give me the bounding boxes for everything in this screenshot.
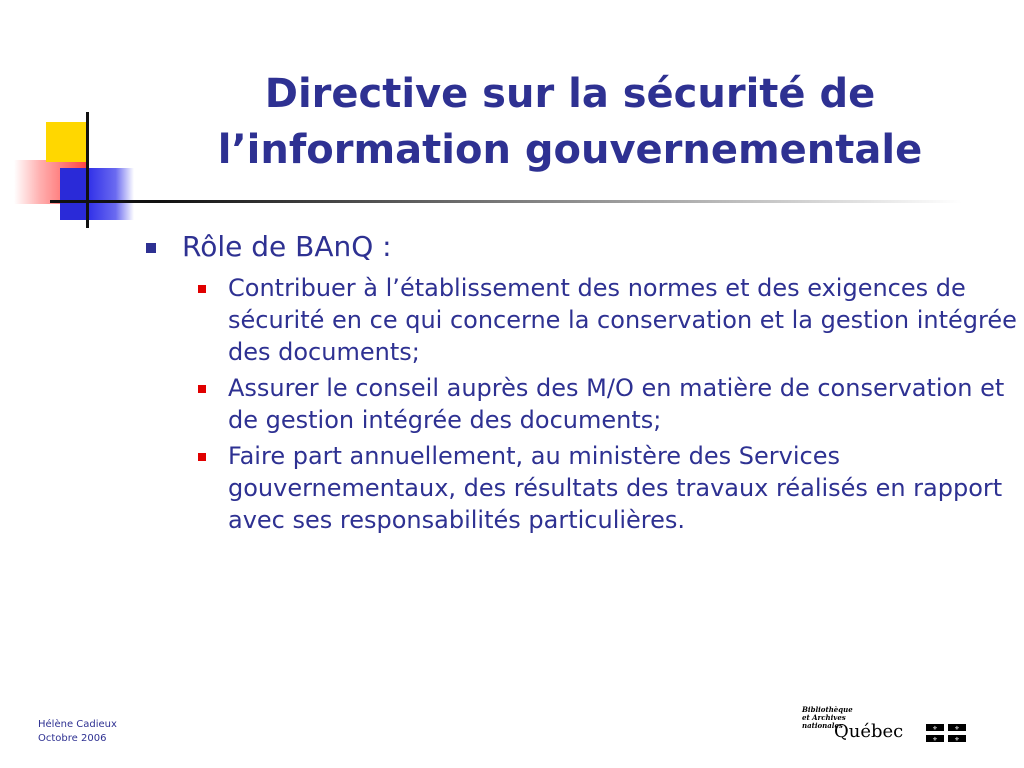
logo-quebec-wordmark: Québec (834, 721, 904, 742)
slide-title (150, 66, 990, 178)
sub-bullet-item (192, 372, 1024, 436)
footer-date: Octobre 2006 (38, 733, 107, 744)
svg-text:⚜: ⚜ (954, 736, 960, 742)
svg-text:⚜: ⚜ (932, 736, 938, 742)
svg-text:⚜: ⚜ (954, 725, 960, 732)
square-bullet-icon (146, 243, 156, 253)
quebec-flag-icon (926, 724, 966, 742)
square-bullet-icon (198, 285, 206, 293)
bullet-item-level1 (146, 230, 1006, 264)
bullet-heading: Rôle de BAnQ : (182, 230, 392, 263)
decorative-blue-square (60, 168, 86, 220)
title-underline (50, 200, 962, 203)
square-bullet-icon (198, 385, 206, 393)
title-line-1: Directive sur la sécurité de (264, 71, 876, 117)
logo-line-1: Bibliothèque (802, 705, 853, 714)
decorative-vertical-line (86, 112, 89, 228)
decorative-blue-gradient (88, 168, 134, 220)
sub-bullet-text: Contribuer à l’établissement des normes et des exigences de sécurité en ce qui concerne la conservation et la gestion intégrée des documents; (228, 274, 1017, 366)
sub-bullet-text: Faire part annuellement, au ministère des Services gouvernementaux, des résultats des travaux réalisés en rapport avec ses responsabilités particulières. (228, 442, 1003, 534)
sub-bullet-text: Assurer le conseil auprès des M/O en matière de conservation et de gestion intégrée des documents; (228, 374, 1005, 434)
logo-line-3: nationales (802, 721, 843, 730)
decorative-yellow-square (46, 122, 86, 162)
sub-bullet-item (192, 272, 1024, 368)
square-bullet-icon (198, 453, 206, 461)
sub-bullet-item (192, 440, 1024, 536)
title-line-2: l’information gouvernementale (217, 127, 923, 173)
svg-text:⚜: ⚜ (932, 725, 938, 732)
logo-line-2: et Archives (802, 713, 846, 722)
slide-content (146, 230, 1017, 540)
banq-quebec-logo (800, 706, 970, 746)
footer-author: Hélène Cadieux (38, 719, 117, 730)
sub-bullet-list (192, 272, 1017, 536)
footer-author-info (38, 718, 117, 746)
